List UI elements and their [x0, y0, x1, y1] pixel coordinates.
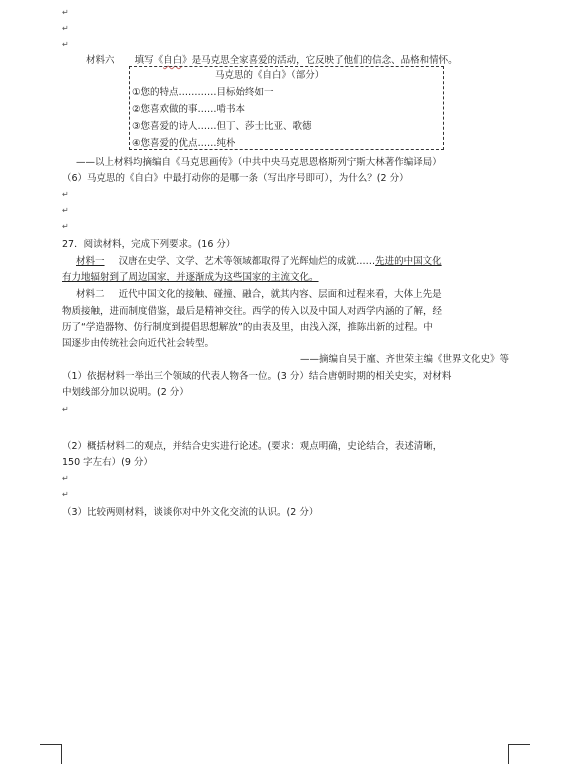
box-item-1: ①您的特点…………目标始终如一	[132, 87, 274, 98]
material2-text-1: 近代中国文化的接触、碰撞、融合，就其内容、层面和过程来看，大体上先是	[118, 289, 442, 300]
material1-line1	[76, 255, 442, 268]
box-item-3: ③您喜爱的诗人……但丁、莎士比亚、歌德	[132, 121, 312, 132]
paragraph-mark: ↵	[62, 190, 69, 199]
paragraph-mark: ↵	[62, 40, 69, 49]
material2-line2: 物质接触，进而制度借鉴，最后是精神交往。西学的传入以及中国人对西学内涵的了解，经	[62, 306, 443, 317]
material2-line1	[76, 288, 442, 301]
material2-label: 材料二	[76, 289, 105, 300]
question-6: （6）马克思的《自白》中最打动你的是哪一条（写出序号即可），为什么？(2 分）	[62, 173, 409, 184]
subquestion-1-line2: 中划线部分加以说明。(2 分）	[62, 387, 189, 398]
crop-mark-bottom-left-h	[40, 744, 62, 745]
material6-intro-post: 》是马克思全家喜爱的活动，它反映了他们的信念、品格和情怀。	[182, 55, 458, 66]
subquestion-2-line2: 150 字左右）(9 分）	[62, 457, 153, 468]
material2-line3: 历了“学造器物、仿行制度到提倡思想解放”的由表及里，由浅入深，推陈出新的过程。中	[62, 322, 433, 333]
material6-label: 材料六	[86, 55, 115, 66]
box-title: 马克思的《自白》（部分）	[215, 70, 325, 81]
material1-text: 汉唐在史学、文学、艺术等领域都取得了光辉灿烂的成就……	[118, 256, 376, 267]
paragraph-mark: ↵	[62, 405, 69, 414]
subquestion-1-line1: （1）依据材料一举出三个领域的代表人物各一位。(3 分）结合唐朝时期的相关史实，对材料	[62, 371, 452, 382]
question-27-heading: 27．阅读材料，完成下列要求。(16 分）	[62, 239, 236, 250]
material1-underlined-1: 先进的中国文化	[375, 256, 442, 267]
paragraph-mark: ↵	[62, 222, 69, 231]
paragraph-mark: ↵	[62, 8, 69, 17]
paragraph-mark: ↵	[62, 24, 69, 33]
material6-intro-wavy: 自白	[163, 55, 183, 66]
subquestion-3: （3）比较两则材料，谈谈你对中外文化交流的认识。(2 分）	[62, 507, 319, 518]
subquestion-2-line1: （2）概括材料二的观点，并结合史实进行论述。(要求：观点明确，史论结合，表述清晰，	[62, 441, 443, 452]
material1-label: 材料一	[76, 256, 105, 267]
material1-underlined-2: 有力地辐射到了周边国家，并逐渐成为这些国家的主流文化。	[62, 272, 319, 283]
material2-source: ——摘编自吴于廑、齐世荣主编《世界文化史》等	[299, 354, 509, 365]
paragraph-mark: ↵	[62, 474, 69, 483]
crop-mark-bottom-right-v	[508, 744, 509, 764]
box-item-2: ②您喜欢做的事……啃书本	[132, 104, 246, 115]
crop-mark-bottom-left-v	[61, 744, 62, 764]
crop-mark-bottom-right-h	[508, 744, 530, 745]
paragraph-mark: ↵	[62, 490, 69, 499]
paragraph-mark: ↵	[62, 206, 69, 215]
box-item-4: ④您喜爱的优点……纯朴	[132, 138, 236, 149]
material2-line4: 国逐步由传统社会向近代社会转型。	[62, 338, 215, 349]
material6-source: ——以上材料均摘编自《马克思画传》（中共中央马克思恩格斯列宁斯大林著作编译局）	[76, 157, 442, 168]
material1-line2	[62, 271, 319, 284]
material6-intro-pre: 填写《	[134, 55, 164, 66]
